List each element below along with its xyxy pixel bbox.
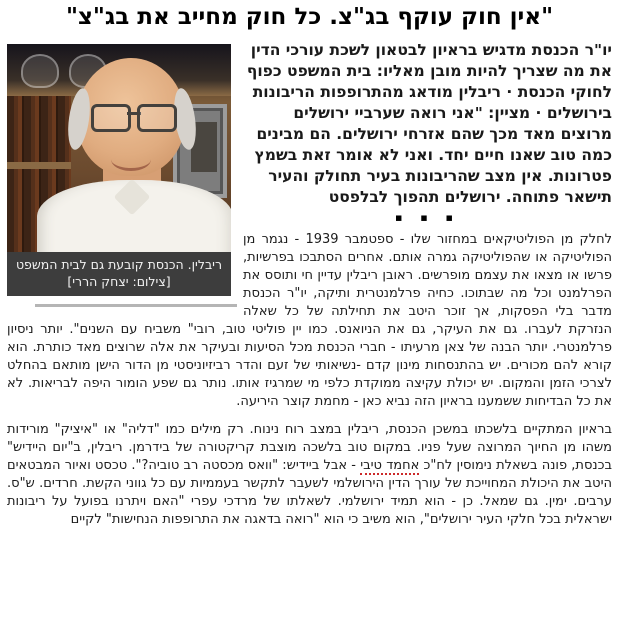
photo-caption-line1: ריבלין. הכנסת קובעת גם לבית המשפט	[15, 257, 223, 272]
glass-trophy	[21, 54, 59, 88]
eyeglasses	[91, 104, 177, 130]
smile	[111, 148, 151, 171]
subhead: יו"ר הכנסת מדגיש בראיון לבטאון לשכת עורכי הדין את מה שצריך להיות מובן מאליו: בית המשפט כפוף לחוקי הכנסת · ריבלין מודאג מהתרופפות הריבונות בירושלים · מציין: "אני רואה שערביי ירושלים מרוצים מאד מכך שהם אזרחי ירושלים. הם מבינים כמה טוב שאנו חיים יחד. ואני לא אומר זאת בשמץ פטרונות. אין מצב שהריבונות בעיר תחולק והעיר תישאר פתוחה. ירושלים תהפוך לבלפסט	[246, 41, 612, 206]
body-paragraph-2	[7, 421, 612, 529]
rivlin-photo	[7, 44, 231, 252]
separator-line	[35, 304, 237, 307]
photo-caption-credit: [צילום: יצחק הררי]	[67, 274, 171, 289]
photo-block	[7, 44, 231, 307]
headline: "אין חוק עוקף בג"צ. כל חוק מחייב את בג"צ"	[65, 4, 554, 30]
article-content	[7, 40, 612, 529]
photo-caption	[7, 252, 231, 296]
body-paragraph-2-text: בראיון המתקיים בלשכתו במשכן הכנסת, ריבלין במצב רוח נינוח. רק מילים כמו "דליה" או "איציק" מורידות משהו מן החיוך המרוצה שעל פניו. במקום טוב בלשכה מוצבת קריקטורה של בידרמן. ריבלין, ב"יום היידיש" בכנסת, פונה בשאלת נימוסין לח"כ	[7, 422, 613, 473]
body-paragraph-2-text: - אבל ביידיש: "וואס מכסטה רב טוביה?". טכסט ואיור המבטאים היטב את היכולת המחוייכת של עורך הדין הירושלמי לשעבר לתקשר בעממיות עם כל גווני הקשת. חרדים. ש"ס. ערבים. ימין. גם שמאל. כן - הוא תמיד ירושלמי. לשאלתו של מרדכי עפרי "האם ויתרנו בפועל על ריבונות ישראלית בכל חלקי העיר ירושלים", הוא משיב כי הוא "רואה בדאגה את התרופפות הנחישות" לקיים	[7, 458, 612, 527]
lens-left	[91, 104, 131, 132]
section-divider: ▪ ▪ ▪	[394, 211, 461, 224]
body-paragraph-1: לחלק מן הפוליטיקאים במחזור שלו - ספטמבר 1939 - נגמר מן הפוליטיקה או שהפוליטיקה גמרה אותם. אחרים הסתבכו בפרשיות, פרשו או מצאו את עצמם מופרשים. ראובן ריבלין עדיין חי ותוסס את הפרלמנט וכל מה שבתוכו. כחיה פרלמנטרית ותיקה, יו"ר הכנסת מדבר בלי הפסקות, אך זוכר היטב את תחילתה של כל שאלה הנזרקת לעברו. גם את העיקר, גם את הניואנס. כמו יין פוליטי טוב, רובי" משביח עם השנים". יותר ניסיון פרלמנטרי. יותר הבנה של צאן מרעיתו - חברי הכנסת מכל הסיעות ובעיקר את אלה שרוצים מאד כותרת. הוא קורא להם מכורים. יש בהתנסחות מינון קדם -נשיאותי של זעם והדר רביזיוניסטי מן הדור הישן מותאם בהחלט לצרכי הזמן והמקום. יש יכולת עקיצה ממוקדת כלפי מי שמרגיז אותו. נותר גם שפע הומור היפה לבריאות. לא את כל הבדיחות ששמענו בראיון הזה נביא כאן - מחמת קוצר היריעה.	[7, 232, 612, 409]
lens-right	[137, 104, 177, 132]
spellcheck-underlined-name: אחמד טיבי	[360, 458, 420, 473]
shelf-bar	[7, 162, 71, 169]
